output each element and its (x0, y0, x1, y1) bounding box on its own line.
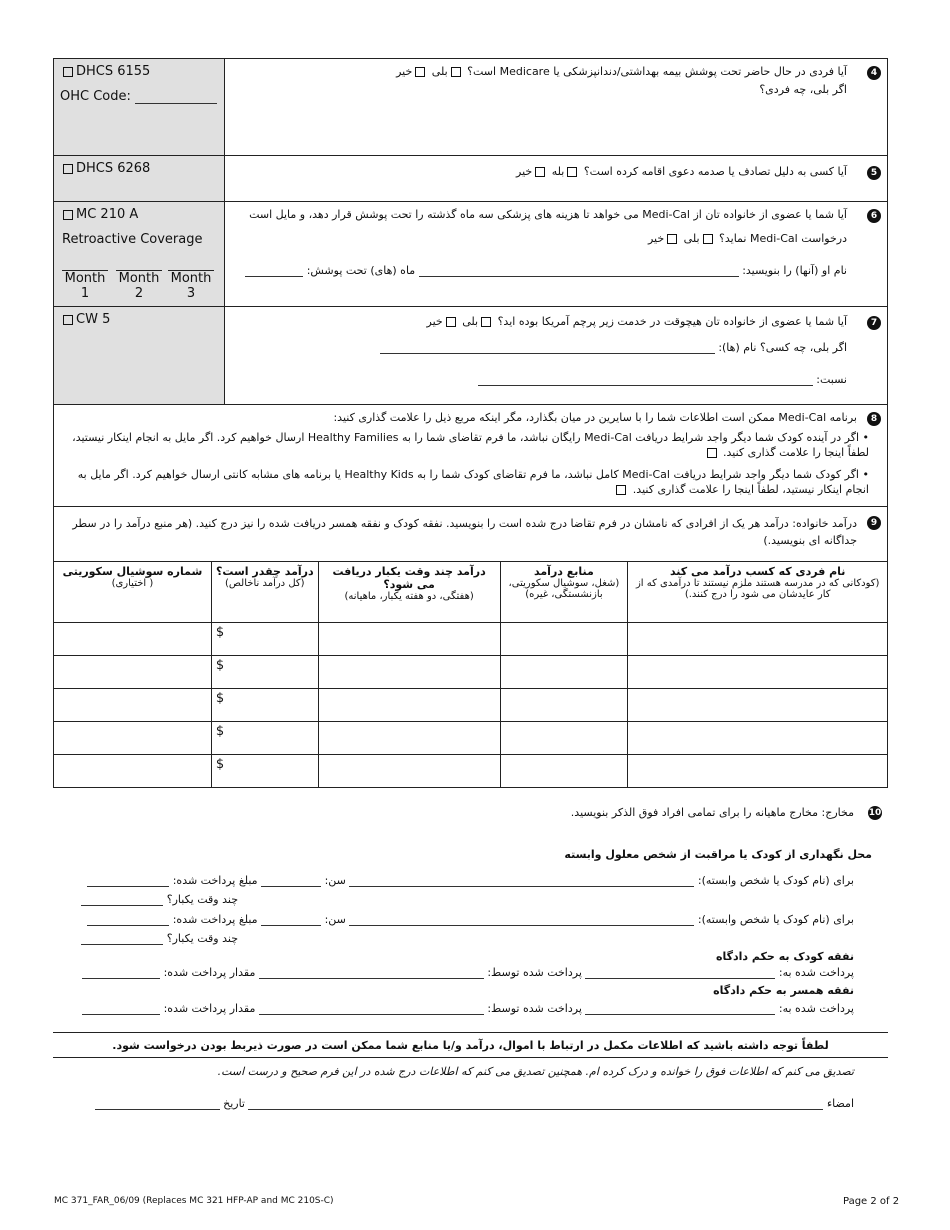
question: آیا کسی به دلیل تصادف یا صدمه دعوی اقامه کرده است؟ بله خیر (516, 165, 847, 178)
child-support-row: پرداخت شده به: پرداخت شده توسط: مقدار پرداخت شده: (74, 966, 854, 979)
earner-cell[interactable] (628, 656, 888, 689)
table-row (54, 623, 888, 656)
agency-code: DHCS 6155 (60, 64, 150, 79)
section-8 (53, 404, 888, 507)
section-number: 7 (867, 315, 881, 330)
question: آیا فردی در حال حاضر تحت پوشش بیمه بهداشتی/دندانپزشکی یا Medicare است؟ بلی خیر (396, 65, 847, 78)
no-checkbox[interactable] (446, 317, 456, 327)
ohc-code-field[interactable] (135, 92, 217, 104)
care-title: محل نگهداری از کودک یا مراقبت از شخص معلول وابسته (564, 848, 872, 861)
frequency-cell[interactable] (318, 689, 500, 722)
age-field[interactable] (261, 914, 321, 926)
question-line-1: آیا شما یا عضوی از خانواده تان از Medi-Cal می خواهد تا هزینه های پزشکی سه ماه گذشته را تحت پوشش قرار دهد، و مایل است (249, 208, 847, 221)
dependent-name-field[interactable] (349, 875, 694, 887)
section-9 (53, 506, 888, 562)
paid-to-field[interactable] (585, 1003, 775, 1015)
ssn-cell[interactable] (54, 689, 212, 722)
spousal-support-row: پرداخت شده به: پرداخت شده توسط: مقدار پرداخت شده: (74, 1002, 854, 1015)
frequency-cell[interactable] (318, 755, 500, 788)
frequency-field[interactable] (81, 894, 163, 906)
relation-row: نسبت: (247, 373, 847, 386)
earner-cell[interactable] (628, 722, 888, 755)
yes-checkbox[interactable] (703, 234, 713, 244)
frequency-cell[interactable] (318, 623, 500, 656)
month-3[interactable]: Month 3 (168, 270, 214, 301)
amount-cell[interactable]: $ (211, 623, 318, 656)
healthy-kids-checkbox[interactable] (616, 485, 626, 495)
earner-cell[interactable] (628, 755, 888, 788)
names-row: اگر بلی، چه کسی؟ نام (ها): (247, 341, 847, 354)
month-1[interactable]: Month 1 (62, 270, 108, 301)
notice-band (53, 1032, 888, 1058)
care-row-2: برای (نام کودک یا شخص وابسته): سن: مبلغ پرداخت شده: (74, 913, 854, 926)
care-row-1: برای (نام کودک یا شخص وابسته): سن: مبلغ پرداخت شده: (74, 874, 854, 887)
page-number: Page 2 of 2 (843, 1196, 900, 1207)
certification-text: تصدیق می کنم که اطلاعات فوق را خوانده و درک کرده ام. همچنین تصدیق می کنم که اطلاعات درج شده در این فرم صحیح و درست است. (217, 1065, 854, 1078)
amount-cell[interactable]: $ (211, 755, 318, 788)
names-row: نام او (آنها) را بنویسید: ماه (های) تحت پوشش: (237, 264, 847, 277)
ssn-cell[interactable] (54, 656, 212, 689)
ohc-code: OHC Code: (60, 89, 217, 104)
earner-cell[interactable] (628, 689, 888, 722)
amount-paid-field[interactable] (82, 967, 160, 979)
retroactive-label: Retroactive Coverage (62, 232, 203, 247)
form-id: MC 371_FAR_06/09 (Replaces MC 321 HFP-AP and MC 210S-C) (54, 1196, 334, 1206)
table-row (54, 689, 888, 722)
source-cell[interactable] (500, 755, 628, 788)
names-field[interactable] (380, 342, 715, 354)
section-number: 5 (867, 165, 881, 180)
agency-checkbox[interactable] (63, 210, 73, 220)
frequency-field[interactable] (81, 933, 163, 945)
paid-to-field[interactable] (585, 967, 775, 979)
frequency-row-1: چند وقت یکبار؟ (81, 893, 238, 906)
yes-checkbox[interactable] (567, 167, 577, 177)
names-field[interactable] (419, 265, 739, 277)
amount-field[interactable] (87, 875, 169, 887)
section-number: 4 (867, 65, 881, 80)
bullet-2: • اگر کودک شما دیگر واجد شرایط دریافت Medi-Cal کامل نباشد، ما فرم تقاضای کودک شما را به Healthy Kids یا برنامه های مشابه کانتی ارسال خواهیم کرد. اگر مایل به انجام اینکار نیستید، لطفاً اینجا را علامت گذاری کنید. (77, 468, 869, 496)
section-5 (53, 155, 888, 202)
question-line-2: درخواست Medi-Cal نماید؟ بلی خیر (647, 232, 847, 245)
header-ssn: شماره سوشیال سکوریتی ( اختیاری) (54, 562, 212, 623)
yes-checkbox[interactable] (451, 67, 461, 77)
signature-row: امضاء تاریخ (74, 1097, 854, 1110)
table-row (54, 656, 888, 689)
header-amount: درآمد چقدر است؟ (کل درآمد ناخالص) (211, 562, 318, 623)
date-field[interactable] (95, 1098, 220, 1110)
frequency-cell[interactable] (318, 722, 500, 755)
section-7 (53, 306, 888, 405)
table-row (54, 722, 888, 755)
intro-text: برنامه Medi-Cal ممکن است اطلاعات شما را با سایرین در میان بگذارد، مگر اینکه مربع ذیل را علامت گذاری کنید: (333, 411, 857, 424)
healthy-families-checkbox[interactable] (707, 448, 717, 458)
question: آیا شما یا عضوی از خانواده تان هیچوقت در خدمت زیر پرچم آمریکا بوده اید؟ بلی خیر (426, 315, 847, 328)
age-field[interactable] (261, 875, 321, 887)
income-instructions: درآمد خانواده: درآمد هر یک از افرادی که نامشان در فرم تقاضا درج شده است را بنویسید. نفقه کودک و نفقه همسر دریافت شده را نیز درج کنید. (هر منبع درآمد را در سطر جداگانه ای بنویسید.) (72, 517, 857, 547)
bullet-1: • اگر در آینده کودک شما دیگر واجد شرایط دریافت Medi-Cal رایگان نباشد، ما فرم تقاضای شما را به Healthy Families ارسال خواهیم کرد. اگر مایل به انجام اینکار نیستید، لطفاً اینجا را علامت گذاری کنید. (72, 431, 869, 459)
no-checkbox[interactable] (535, 167, 545, 177)
header-earner: نام فردی که کسب درآمد می کند (کودکانی که در مدرسه هستند ملزم نیستند تا درآمدی که از کار عایدشان می شود را درج کنند.) (628, 562, 888, 623)
spousal-support-title: نفقه همسر به حکم دادگاه (713, 984, 854, 997)
months-field[interactable] (245, 265, 303, 277)
source-cell[interactable] (500, 623, 628, 656)
amount-cell[interactable]: $ (211, 722, 318, 755)
agency-checkbox[interactable] (63, 315, 73, 325)
table-row (54, 755, 888, 788)
signature-field[interactable] (248, 1098, 823, 1110)
agency-checkbox[interactable] (63, 67, 73, 77)
section-4 (53, 58, 888, 156)
agency-code: DHCS 6268 (60, 161, 150, 176)
section-number: 8 (867, 411, 881, 426)
source-cell[interactable] (500, 689, 628, 722)
no-checkbox[interactable] (415, 67, 425, 77)
paid-by-field[interactable] (259, 967, 484, 979)
paid-by-field[interactable] (259, 1003, 484, 1015)
sub-question: اگر بلی، چه فردی؟ (759, 83, 847, 96)
ssn-cell[interactable] (54, 722, 212, 755)
header-source: منابع درآمد (شغل، سوشیال سکوریتی، بازنشستگی، غیره) (500, 562, 628, 623)
ssn-cell[interactable] (54, 623, 212, 656)
month-2[interactable]: Month 2 (116, 270, 162, 301)
section-6 (53, 201, 888, 307)
yes-checkbox[interactable] (481, 317, 491, 327)
section-number: 9 (867, 515, 881, 530)
header-frequency: درآمد چند وقت یکبار دریافت می شود؟ (هفتگی، دو هفته یکبار، ماهیانه) (318, 562, 500, 623)
amount-cell[interactable]: $ (211, 656, 318, 689)
relation-field[interactable] (478, 374, 813, 386)
child-support-title: نفقه کودک به حکم دادگاه (716, 950, 854, 963)
source-cell[interactable] (500, 656, 628, 689)
ssn-cell[interactable] (54, 755, 212, 788)
dependent-name-field[interactable] (349, 914, 694, 926)
section-number: 6 (867, 208, 881, 223)
amount-paid-field[interactable] (82, 1003, 160, 1015)
frequency-row-2: چند وقت یکبار؟ (81, 932, 238, 945)
agency-checkbox[interactable] (63, 164, 73, 174)
amount-field[interactable] (87, 914, 169, 926)
frequency-cell[interactable] (318, 656, 500, 689)
no-checkbox[interactable] (667, 234, 677, 244)
notice-text: لطفاً توجه داشته باشید که اطلاعات مکمل در ارتباط با اموال، درآمد و/یا منابع شما ممکن است در صورت ذیربط بودن درخواست شود. (112, 1039, 829, 1052)
earner-cell[interactable] (628, 623, 888, 656)
expenses-instructions: مخارج: مخارج ماهیانه را برای تمامی افراد فوق الذکر بنویسید. (570, 806, 854, 819)
source-cell[interactable] (500, 722, 628, 755)
agency-code: MC 210 A (60, 207, 138, 222)
amount-cell[interactable]: $ (211, 689, 318, 722)
agency-code: CW 5 (60, 312, 110, 327)
income-table (53, 561, 888, 788)
section-number: 10 (868, 808, 882, 818)
